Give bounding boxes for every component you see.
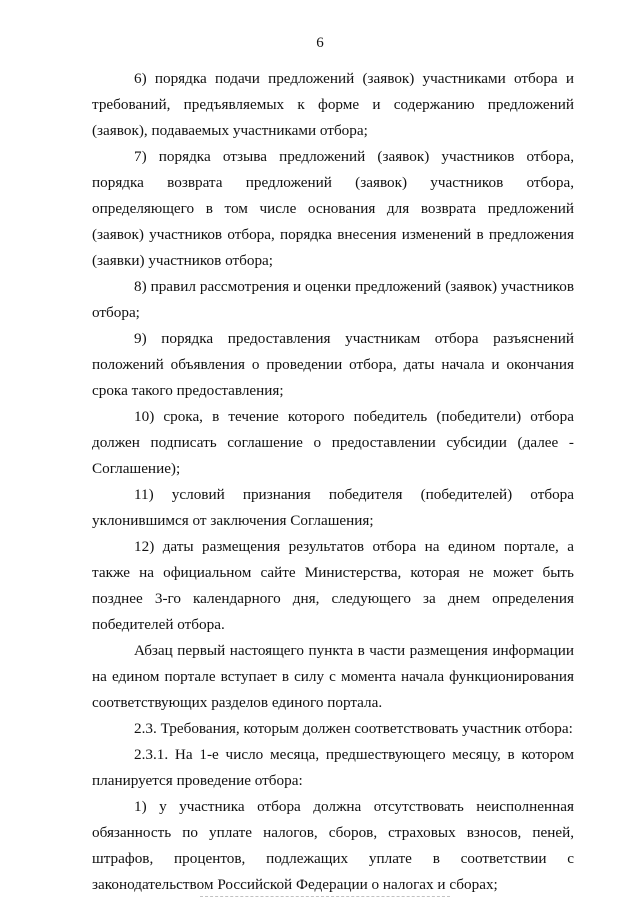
section-2-3-heading: 2.3. Требования, которым должен соответствовать участник отбора: bbox=[134, 720, 573, 737]
paragraph-item-6: 6) порядка подачи предложений (заявок) участниками отбора и требований, предъявляемых к форме и содержанию предложений (заявок), подаваемых участниками отбора; bbox=[92, 70, 574, 139]
requirement-item-1: 1) у участника отбора должна отсутствовать неисполненная обязанность по уплате налогов, сборов, страховых взносов, пеней, штрафов, процентов, подлежащих уплате в соответствии с законодательством Российской Федерации о налогах и сборах; bbox=[92, 798, 574, 893]
subsection-2-3-1: 2.3.1. На 1-е число месяца, предшествующего месяцу, в котором планируется проведение отбора: bbox=[92, 746, 574, 789]
paragraph-item-8: 8) правил рассмотрения и оценки предложений (заявок) участников отбора; bbox=[92, 278, 574, 321]
paragraph-item-11: 11) условий признания победителя (победителей) отбора уклонившимся от заключения Соглашения; bbox=[92, 486, 574, 529]
page-number: 6 bbox=[316, 35, 324, 51]
document-body bbox=[92, 66, 574, 898]
paragraph-item-7: 7) порядка отзыва предложений (заявок) участников отбора, порядка возврата предложений (заявок) участников отбора, определяющего в том числе основания для возврата предложений (заявок) участников отбора, порядка внесения изменений в предложения (заявки) участников отбора; bbox=[92, 148, 574, 269]
paragraph-first-abzac-note: Абзац первый настоящего пункта в части размещения информации на едином портале вступает в силу с момента начала функционирования соответствующих разделов единого портала. bbox=[92, 642, 574, 711]
scan-edge-mark bbox=[200, 896, 450, 899]
paragraph-item-9: 9) порядка предоставления участникам отбора разъяснений положений объявления о проведении отбора, даты начала и окончания срока такого предоставления; bbox=[92, 330, 574, 399]
paragraph-item-12: 12) даты размещения результатов отбора на едином портале, а также на официальном сайте Министерства, которая не может быть позднее 3-го календарного дня, следующего за днем определения победителей отбора. bbox=[92, 538, 574, 633]
paragraph-item-10: 10) срока, в течение которого победитель (победители) отбора должен подписать соглашение о предоставлении субсидии (далее - Соглашение); bbox=[92, 408, 574, 477]
